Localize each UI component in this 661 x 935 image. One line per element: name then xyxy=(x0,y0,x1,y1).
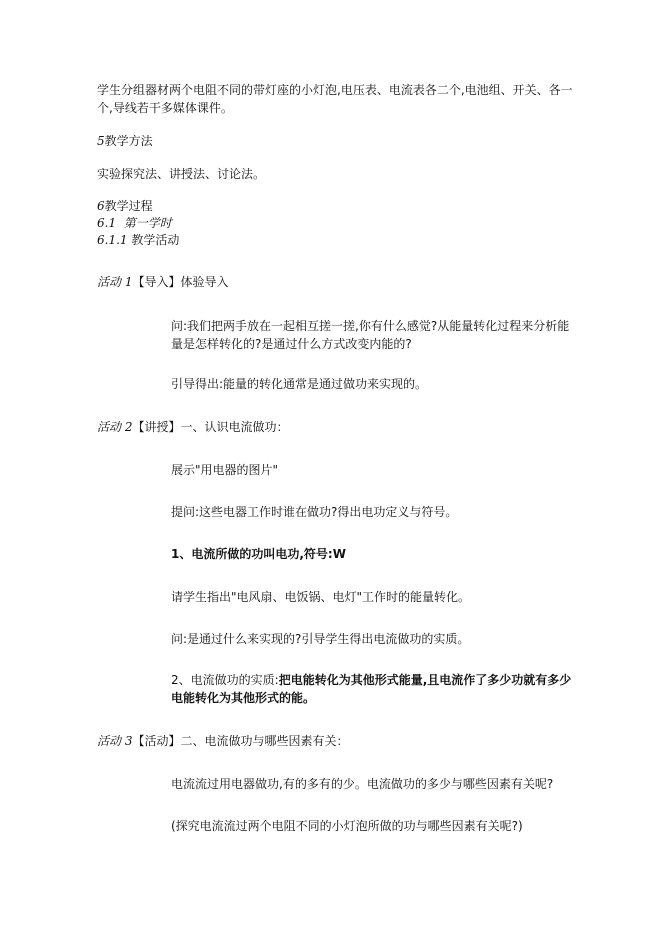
activity-1-guide: 引导得出:能量的转化通常是通过做功来实现的。 xyxy=(171,377,428,391)
activity-2-point-2-line-2: 电能转化为其他形式的能。 xyxy=(171,691,316,705)
activity-2-label: 活动 2 xyxy=(97,420,133,434)
section-6-1-heading xyxy=(97,214,172,232)
activity-2-point-1: 1、电流所做的功叫电功,符号:W xyxy=(171,547,346,561)
teaching-methods: 实验探究法、讲授法、讨论法。 xyxy=(97,167,266,181)
activity-2-point-2-bold-1: 把电能转化为其他形式能量,且电流作了多少功就有多少 xyxy=(278,673,572,687)
activity-1-question-line-2: 量是怎样转化的?是通过什么方式改变内能的? xyxy=(171,337,412,351)
activity-2-heading xyxy=(97,418,288,436)
activity-3-label: 活动 3 xyxy=(97,734,133,748)
section-6-1-title: 第一学时 xyxy=(123,216,172,230)
section-6-1-1-number: 6.1.1 xyxy=(97,233,128,247)
activity-3-heading xyxy=(97,732,348,750)
activity-2-title: 【讲授】一、认识电流做功： xyxy=(132,420,289,434)
activity-3-explore: (探究电流流过两个电阻不同的小灯泡所做的功与哪些因素有关呢?) xyxy=(171,819,523,833)
activity-1-title: 【导入】体验导入 xyxy=(132,275,229,289)
activity-2-show: 展示"用电器的图片" xyxy=(171,463,279,477)
activity-2-point-2-prefix: 2、电流做功的实质: xyxy=(171,673,279,687)
section-5-title: 教学方法 xyxy=(104,134,153,148)
activity-2-point-2-line-1 xyxy=(171,671,571,689)
activity-2-question: 问:是通过什么来实现的?引导学生得出电流做功的实质。 xyxy=(171,632,470,646)
section-5-heading xyxy=(97,132,153,150)
activity-3-intro: 电流流过用电器做功,有的多有的少。电流做功的多少与哪些因素有关呢? xyxy=(171,777,554,791)
section-6-1-1-heading xyxy=(97,231,179,249)
section-6-1-number: 6.1 xyxy=(97,216,117,230)
activity-1-label: 活动 1 xyxy=(97,275,133,289)
section-6-number: 6 xyxy=(97,199,105,213)
section-6-heading xyxy=(97,197,153,215)
section-6-title: 教学过程 xyxy=(104,199,153,213)
materials-line-1: 学生分组器材两个电阻不同的带灯座的小灯泡,电压表、电流表各二个,电池组、开关、各一 xyxy=(97,83,573,97)
activity-1-question-line-1: 问:我们把两手放在一起相互搓一搓,你有什么感觉?从能量转化过程来分析能 xyxy=(171,319,570,333)
section-6-1-1-title: 教学活动 xyxy=(131,233,180,247)
section-5-number: 5 xyxy=(97,134,105,148)
activity-2-request: 请学生指出"电风扇、电饭锅、电灯"工作时的能量转化。 xyxy=(171,590,471,604)
activity-1-heading xyxy=(97,273,228,291)
activity-2-ask: 提问:这些电器工作时谁在做功?得出电功定义与符号。 xyxy=(171,505,458,519)
materials-line-2: 个,导线若干多媒体课件。 xyxy=(97,101,233,115)
activity-3-title: 【活动】二、电流做功与哪些因素有关： xyxy=(132,734,349,748)
